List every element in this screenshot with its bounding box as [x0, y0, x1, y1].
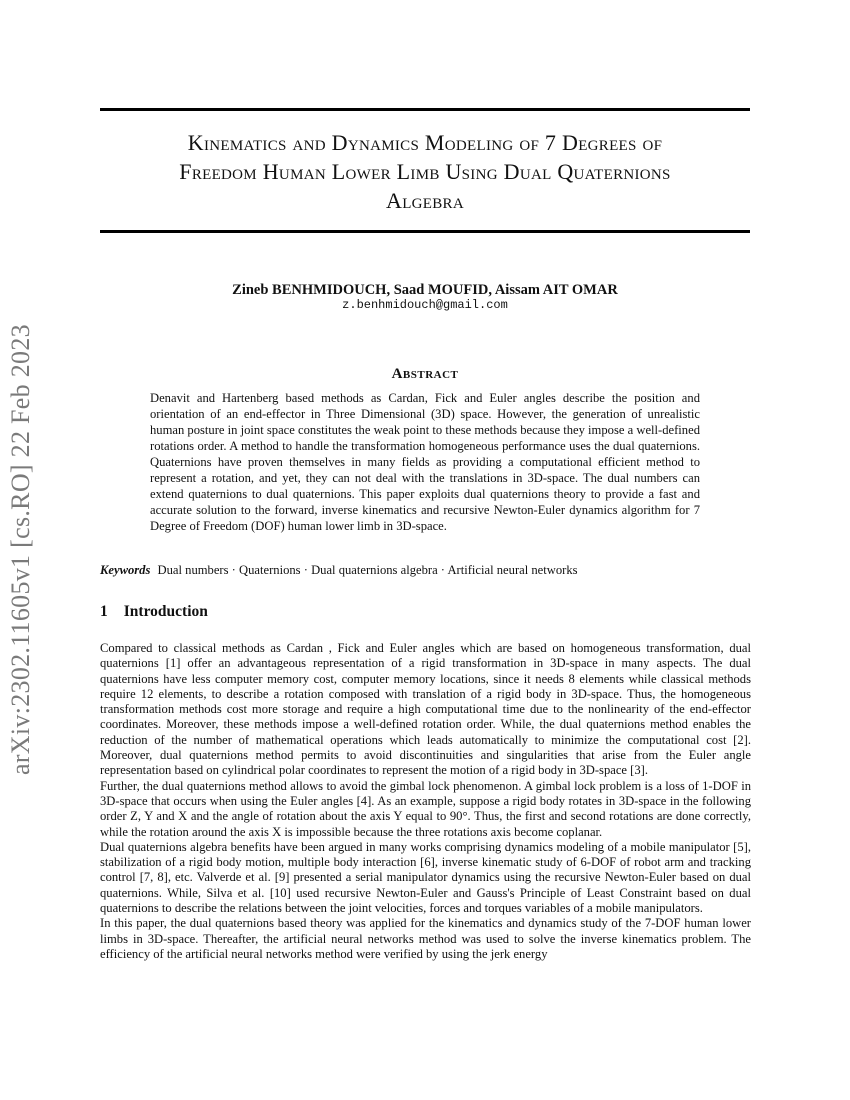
paragraph: Further, the dual quaternions method allows to avoid the gimbal lock phenomenon. A gimbal lock problem is a loss of 1-DOF in 3D-space that occurs when using the Euler angles [4]. As an example, suppose a rigid body rotates in 3D-space in the following order Z, Y and X and the angle of rotation about the axis Y equal to 90°. Thus, the first and second rotations are done correctly, while the rotation around the axis X is impossible because the three rotations axis become coplanar. — [100, 778, 751, 839]
paragraph: Dual quaternions algebra benefits have been argued in many works comprising dynamics modeling of a mobile manipulator [5], stabilization of a rigid body motion, multiple body interaction [6], inverse kinematic study of 6-DOF of robot arm and tracking control [7, 8], etc. Valverde et al. [9] presented a serial manipulator dynamics using the recursive Newton-Euler based on dual quaternions. While, Silva et al. [10] used recursive Newton-Euler and Gauss's Principle of Least Constraint based on dual quaternions to describe the relations between the joint velocities, forces and torques variables of a mobile manipulators. — [100, 839, 751, 916]
section-heading — [100, 603, 208, 621]
paragraph: In this paper, the dual quaternions based theory was applied for the kinematics and dynamics study of the 7-DOF human lower limbs in 3D-space. Thereafter, the artificial neural networks method was used to solve the inverse kinematics problem. The efficiency of the artificial neural networks method were verified by using the jerk energy — [100, 916, 751, 961]
abstract-text: Denavit and Hartenberg based methods as Cardan, Fick and Euler angles describe the position and orientation of an end-effector in Three Dimensional (3D) space. However, the generation of unrealistic human posture in joint space constitutes the weak point to these methods because they impose a well-defined rotations order. A method to handle the transformation homogeneous performance uses the dual quaternions. Quaternions have proven themselves in many fields as providing a computational efficient method to represent a rotation, and yet, they can not deal with the translations in 3D-space. The dual numbers can extend quaternions to dual quaternions. This paper exploits dual quaternions theory to provide a fast and accurate solution to the forward, inverse kinematics and recursive Newton-Euler dynamics algorithm for 7 Degree of Freedom (DOF) human lower limb in 3D-space. — [150, 391, 700, 533]
author-email: z.benhmidouch@gmail.com — [342, 298, 508, 312]
section-number: 1 — [100, 603, 108, 620]
title-line: Kinematics and Dynamics Modeling of 7 Degrees of — [187, 130, 663, 155]
introduction-body — [100, 641, 751, 1043]
author-list: Zineb BENHMIDOUCH, Saad MOUFID, Aissam AIT OMAR — [232, 282, 618, 298]
title-line: Freedom Human Lower Limb Using Dual Quaternions — [179, 159, 671, 184]
paper-title — [100, 128, 750, 215]
keywords-line — [100, 563, 750, 578]
title-top-rule — [100, 108, 750, 111]
arxiv-stamp: arXiv:2302.11605v1 [cs.RO] 22 Feb 2023 — [6, 324, 35, 775]
section-title: Introduction — [123, 603, 208, 620]
title-bottom-rule — [100, 230, 750, 233]
keywords-text: Dual numbers · Quaternions · Dual quaternions algebra · Artificial neural networks — [157, 563, 578, 577]
paragraph: Compared to classical methods as Cardan , Fick and Euler angles which are based on homogeneous transformation, dual quaternions [1] offer an advantageous representation of a rigid transformation in 3D-space in many aspects. The dual quaternions have less computer memory cost, computer memory locations, since it needs 8 elements while classical methods require 12 elements, to describe a rotation composed with translation of a rigid body in 3D-space. Thus, the homogeneous transformation methods cost more storage and require a high computational time due to the nonlinearity of the end-effector coordinates. Moreover, these methods impose a well-defined rotation order. While, the dual quaternions method enables the reduction of the number of mathematical operations which leads automatically to minimize the computational cost [2]. Moreover, dual quaternions method permits to avoid discontinuities and singularities that arise from the Euler angle representation based on cylindrical polar coordinates to represent the motion of a rigid body in 3D-space [3]. — [100, 641, 751, 778]
abstract-heading: Abstract — [391, 366, 459, 382]
keywords-label: Keywords — [100, 563, 151, 577]
title-line: Algebra — [386, 188, 464, 213]
